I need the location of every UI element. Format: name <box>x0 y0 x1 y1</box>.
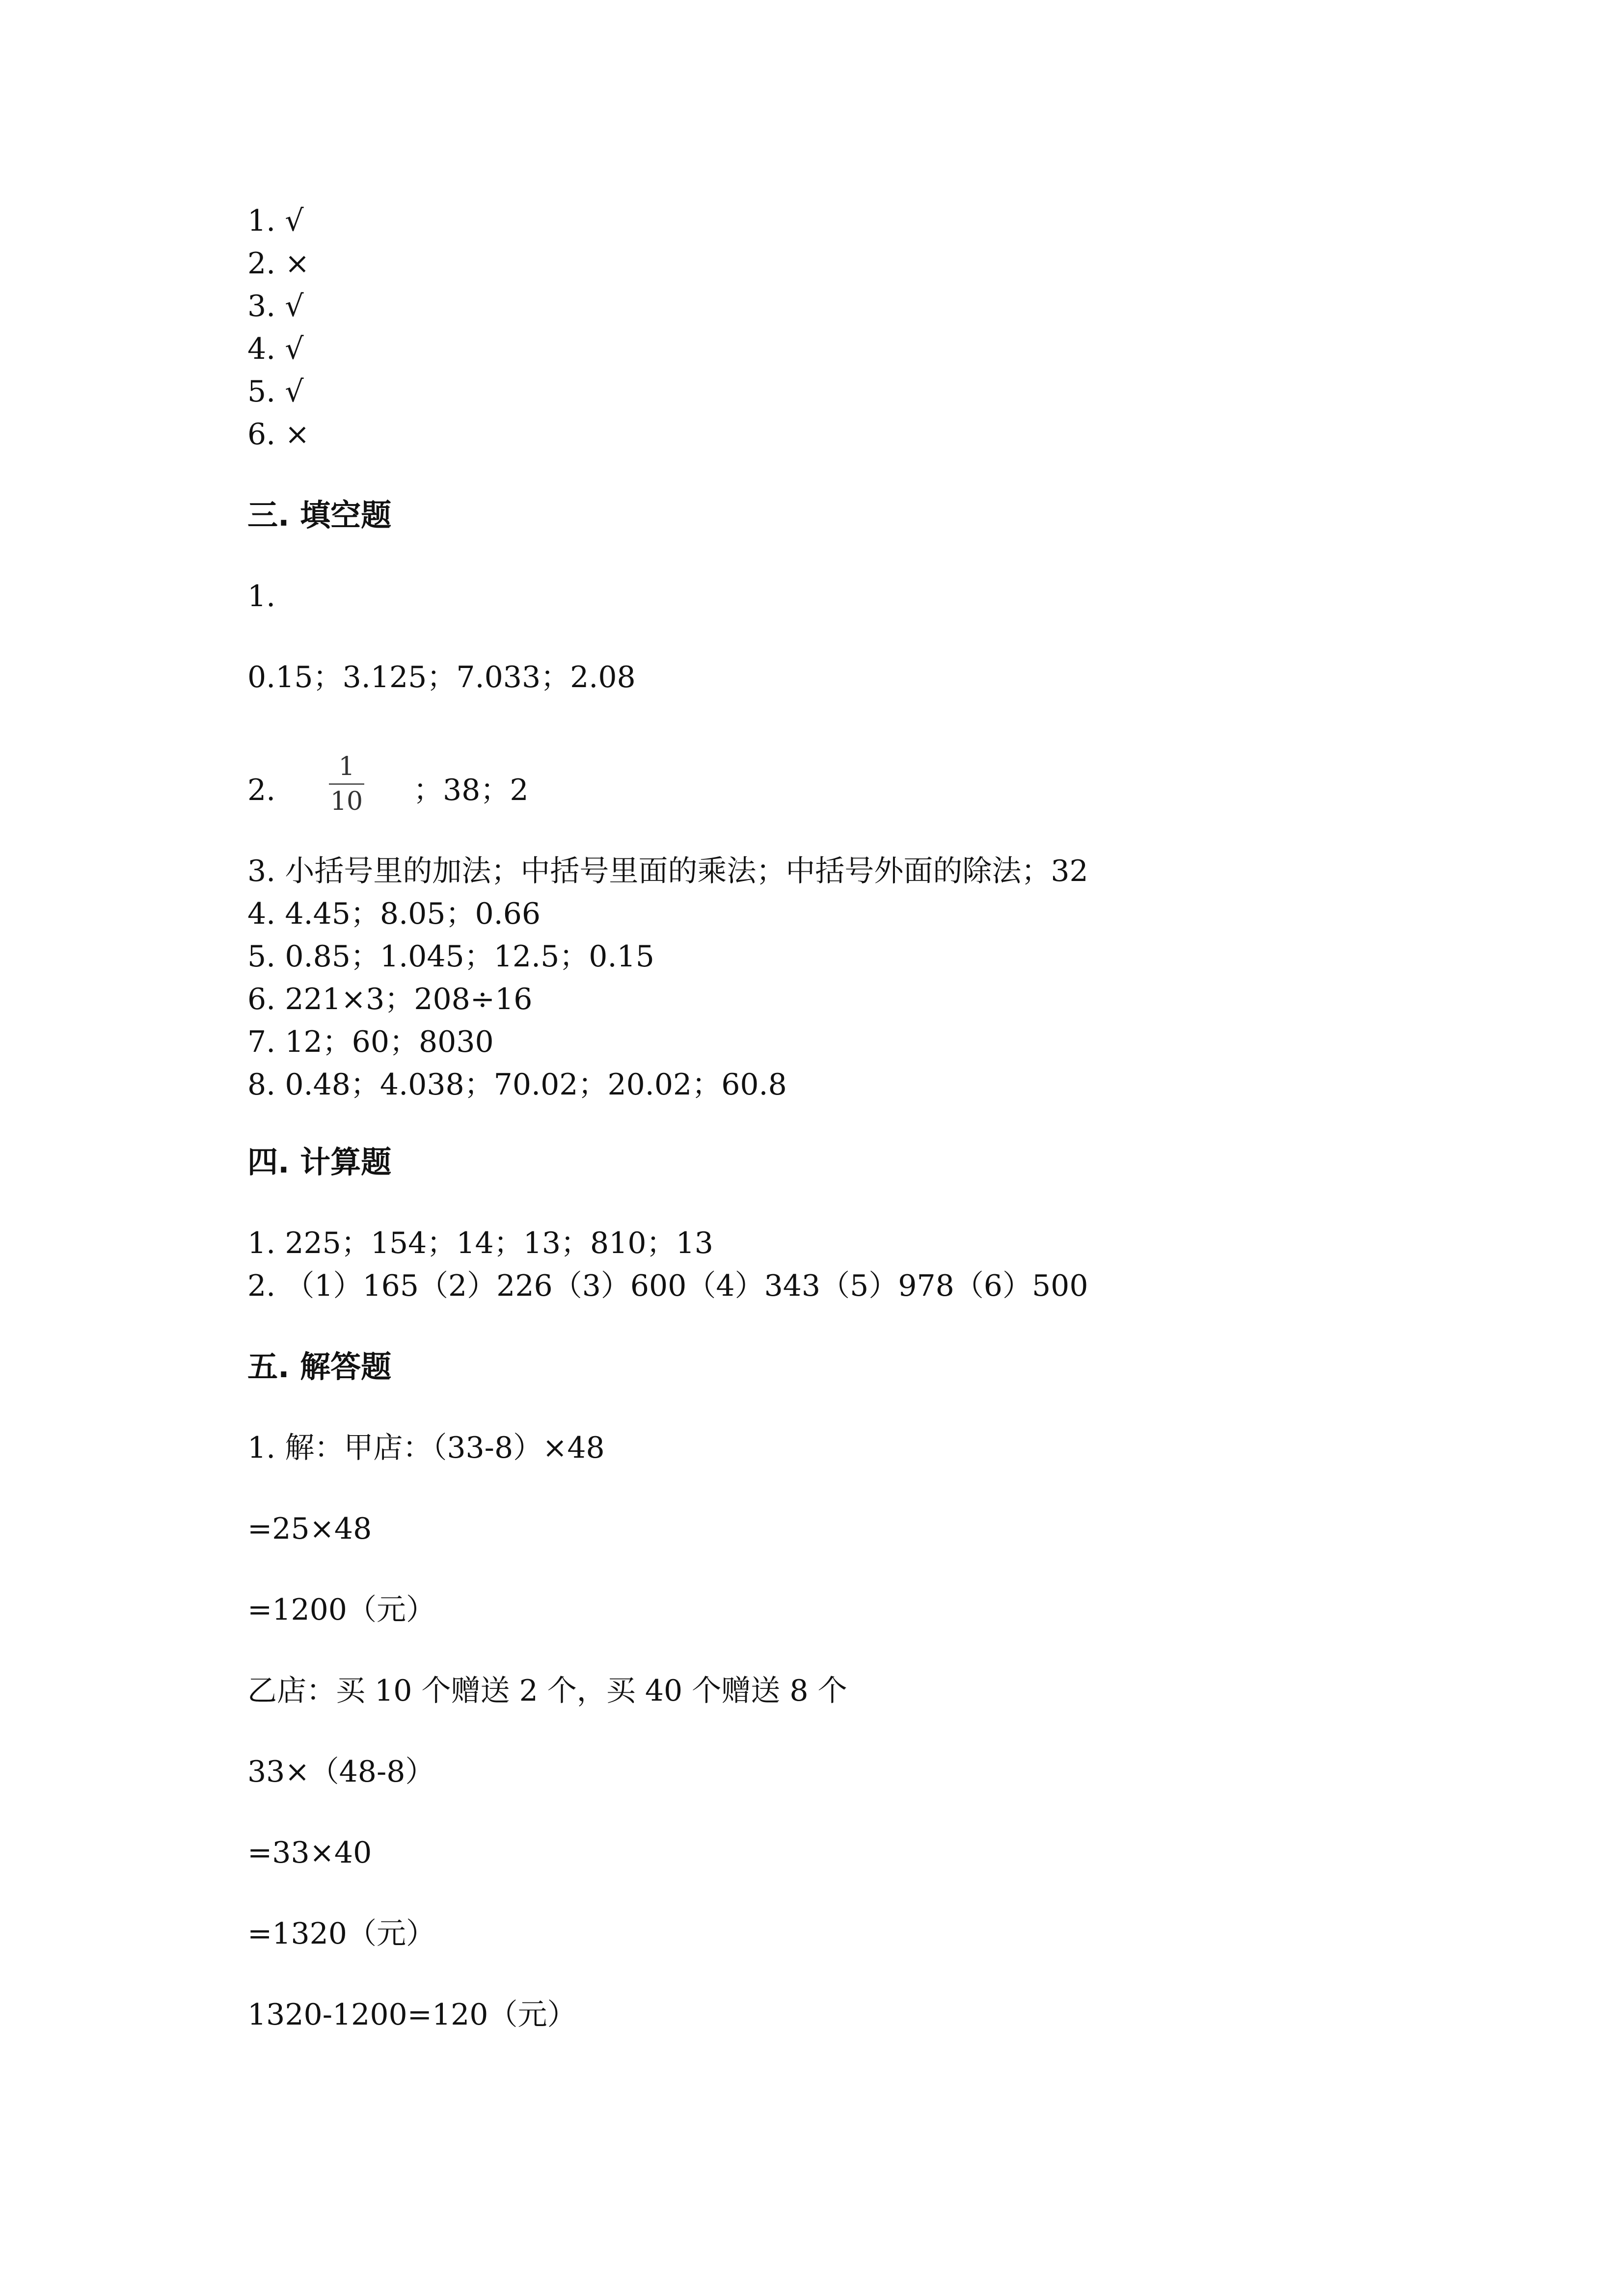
judgement-item-1: 1. √ <box>247 204 304 238</box>
section-heading-solution: 五. 解答题 <box>247 1349 392 1385</box>
solution-line-8: 1320-1200=120（元） <box>247 1998 577 2032</box>
fraction-denominator: 10 <box>330 787 363 816</box>
fill-blank-q2-rest: ；38；2 <box>413 773 529 807</box>
judgement-item-6: 6. × <box>247 417 310 452</box>
fraction-numerator: 1 <box>338 752 355 781</box>
solution-line-4: 乙店：买 10 个赠送 2 个，买 40 个赠送 8 个 <box>247 1674 847 1708</box>
judgement-item-5: 5. √ <box>247 374 304 409</box>
judgement-item-2: 2. × <box>247 246 310 281</box>
solution-line-6: =33×40 <box>247 1836 372 1870</box>
section-heading-calculation: 四. 计算题 <box>247 1144 392 1180</box>
judgement-item-4: 4. √ <box>247 332 304 366</box>
solution-line-1: 1. 解：甲店：（33-8）×48 <box>247 1431 605 1465</box>
judgement-item-3: 3. √ <box>247 289 304 323</box>
fill-blank-q2-number: 2. <box>247 773 276 807</box>
solution-line-5: 33×（48-8） <box>247 1755 435 1789</box>
fill-blank-item-8: 8. 0.48；4.038；70.02；20.02；60.8 <box>247 1068 787 1102</box>
fill-blank-q1-number: 1. <box>247 579 276 614</box>
solution-line-7: =1320（元） <box>247 1917 435 1951</box>
fill-blank-item-6: 6. 221×3；208÷16 <box>247 982 533 1016</box>
solution-line-2: =25×48 <box>247 1512 372 1546</box>
calculation-item-1: 1. 225；154；14；13；810；13 <box>247 1226 713 1260</box>
calculation-item-2: 2. （1）165（2）226（3）600（4）343（5）978（6）500 <box>247 1269 1088 1303</box>
fill-blank-item-3: 3. 小括号里的加法；中括号里面的乘法；中括号外面的除法；32 <box>247 854 1088 888</box>
fill-blank-q1-answer: 0.15；3.125；7.033；2.08 <box>247 660 636 694</box>
fill-blank-item-5: 5. 0.85；1.045；12.5；0.15 <box>247 939 654 974</box>
solution-line-3: =1200（元） <box>247 1593 435 1627</box>
fill-blank-item-7: 7. 12；60；8030 <box>247 1025 494 1059</box>
section-heading-fill-blank: 三. 填空题 <box>247 497 392 533</box>
fill-blank-item-4: 4. 4.45；8.05；0.66 <box>247 897 541 931</box>
fraction-bar <box>329 783 364 785</box>
fraction-one-tenth <box>327 751 366 817</box>
